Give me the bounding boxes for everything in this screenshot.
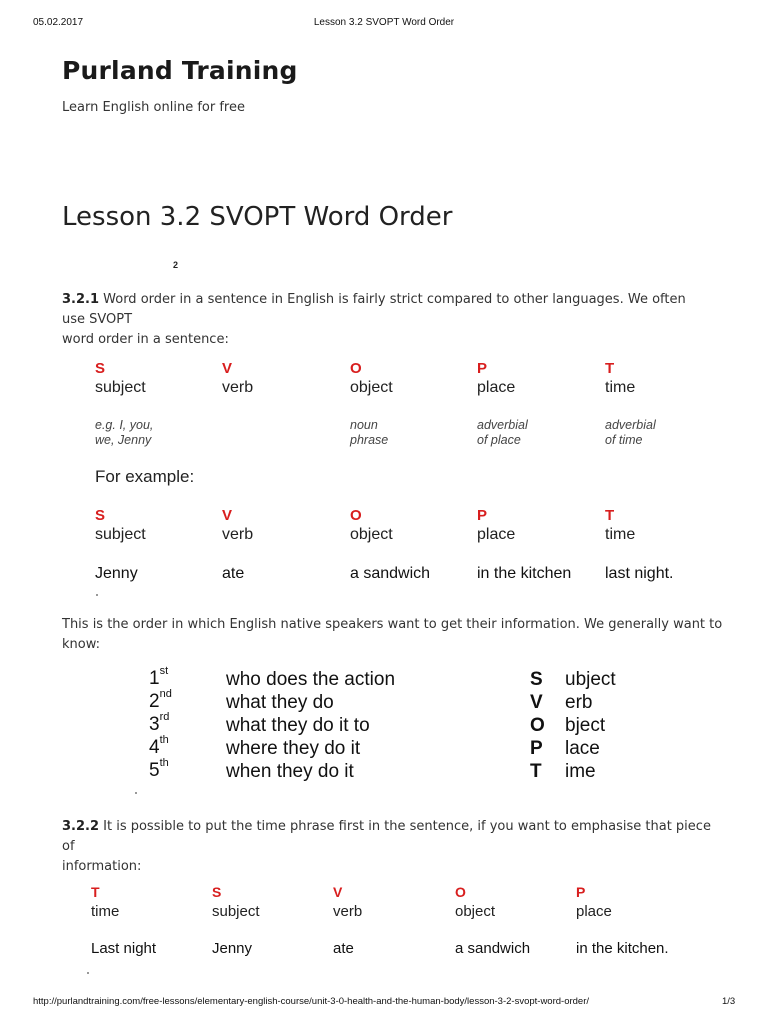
- order-action-1: who does the action: [226, 669, 396, 690]
- ord-suffix: st: [159, 665, 169, 677]
- ord-number: 3: [149, 714, 160, 735]
- table1-letter-p: P: [477, 360, 488, 377]
- order-action-5: when they do it: [226, 761, 354, 782]
- section-2-text-line1: It is possible to put the time phrase first in the sentence, if you want to emphasise that piece of: [62, 819, 711, 854]
- example-word-subject: subject: [95, 526, 146, 543]
- table2-letter-s: S: [212, 884, 222, 900]
- example-letter-p: P: [477, 507, 488, 524]
- order-action-3: what they do it to: [226, 715, 370, 736]
- example-value-object: a sandwich: [350, 565, 431, 582]
- example-letter-o: O: [350, 507, 362, 524]
- table1-letter-s: S: [95, 360, 106, 377]
- table2-value-object: a sandwich: [455, 940, 531, 957]
- small-number: 2: [173, 260, 179, 270]
- table2-value-time: Last night: [91, 940, 157, 957]
- ord-number: 1: [149, 668, 160, 689]
- table1-letter-t: T: [605, 360, 615, 377]
- section-1-text-line1: Word order in a sentence in English is fairly strict compared to other languages. We often use SVOPT: [62, 292, 686, 327]
- table2-letter-p: P: [576, 884, 586, 900]
- table2-word-place: place: [576, 903, 612, 920]
- example-word-verb: verb: [222, 526, 254, 543]
- order-letter-5: T: [530, 761, 542, 782]
- ord-number: 2: [149, 691, 160, 712]
- page-title: Lesson 3.2 SVOPT Word Order: [62, 202, 453, 232]
- section-1-paragraph: [62, 290, 712, 350]
- example-value-time: last night.: [605, 565, 674, 582]
- site-tagline: Learn English online for free: [62, 100, 245, 115]
- order-letter-2: V: [530, 692, 543, 713]
- order-rest-3: bject: [565, 715, 606, 736]
- table1-word-subject: subject: [95, 379, 146, 396]
- note-line: adverbial: [605, 418, 656, 432]
- order-num-3: [149, 711, 170, 736]
- table2-word-subject: subject: [212, 903, 260, 920]
- order-num-2: [149, 688, 172, 713]
- table1-note-subject: [95, 418, 153, 448]
- order-intro: This is the order in which English native speakers want to get their information. We generally want to know:: [62, 617, 723, 652]
- table2-letter-v: V: [333, 884, 343, 900]
- for-example-label: For example:: [95, 467, 195, 486]
- print-page-number: 1/3: [722, 996, 736, 1007]
- table1-word-verb: verb: [222, 379, 254, 396]
- section-2-paragraph: [62, 817, 712, 877]
- section-1-text-line2: word order in a sentence:: [62, 332, 229, 347]
- table2-word-verb: verb: [333, 903, 363, 920]
- order-letter-4: P: [530, 738, 543, 759]
- example-word-place: place: [477, 526, 516, 543]
- ord-suffix: th: [159, 757, 169, 769]
- example-letter-t: T: [605, 507, 615, 524]
- image-artifact: [96, 594, 98, 596]
- order-action-2: what they do: [226, 692, 334, 713]
- table1-word-place: place: [477, 379, 516, 396]
- example-value-place: in the kitchen: [477, 565, 572, 582]
- table1-letter-o: O: [350, 360, 362, 377]
- print-url[interactable]: http://purlandtraining.com/free-lessons/elementary-english-course/unit-3-0-health-and-the-human-body/lesson-3-2-svopt-word-order/: [33, 996, 590, 1007]
- section-1-label: 3.2.1: [62, 292, 100, 307]
- table2-word-object: object: [455, 903, 496, 920]
- print-doc-title: Lesson 3.2 SVOPT Word Order: [313, 17, 455, 28]
- ord-suffix: nd: [159, 688, 172, 700]
- order-num-5: [149, 757, 169, 782]
- order-rest-4: lace: [565, 738, 600, 759]
- print-date: 05.02.2017: [33, 17, 84, 28]
- table1-note-object: [350, 418, 388, 448]
- order-rest-2: erb: [565, 692, 593, 713]
- example-word-time: time: [605, 526, 636, 543]
- table1-letter-v: V: [222, 360, 233, 377]
- note-line: of time: [605, 433, 643, 447]
- image-artifact: [87, 972, 89, 974]
- site-title[interactable]: Purland Training: [62, 56, 298, 85]
- table1-word-object: object: [350, 379, 393, 396]
- order-num-4: [149, 734, 169, 759]
- order-letter-1: S: [530, 669, 543, 690]
- example-value-subject: Jenny: [95, 565, 138, 582]
- ord-number: 5: [149, 760, 160, 781]
- order-rest-5: ime: [565, 761, 596, 782]
- note-line: adverbial: [477, 418, 528, 432]
- example-letter-v: V: [222, 507, 233, 524]
- ord-number: 4: [149, 737, 160, 758]
- table2-word-time: time: [91, 903, 120, 920]
- example-value-verb: ate: [222, 565, 245, 582]
- section-2-label: 3.2.2: [62, 819, 100, 834]
- order-letter-3: O: [530, 715, 545, 736]
- table2-letter-t: T: [91, 884, 100, 900]
- note-line: of place: [477, 433, 521, 447]
- section-2-text-line2: information:: [62, 859, 142, 874]
- table2-value-verb: ate: [333, 940, 354, 957]
- note-line: e.g. I, you,: [95, 418, 154, 432]
- ord-suffix: rd: [159, 711, 170, 723]
- example-word-object: object: [350, 526, 393, 543]
- ord-suffix: th: [159, 734, 169, 746]
- order-rest-1: ubject: [565, 669, 616, 690]
- table1-note-time: [605, 418, 656, 448]
- table1-word-time: time: [605, 379, 636, 396]
- table2-letter-o: O: [455, 884, 466, 900]
- table2-value-place: in the kitchen.: [576, 940, 669, 957]
- note-line: noun: [350, 418, 378, 432]
- table1-note-place: [477, 418, 528, 448]
- example-letter-s: S: [95, 507, 106, 524]
- table2-value-subject: Jenny: [212, 940, 253, 957]
- note-line: we, Jenny: [95, 433, 152, 447]
- order-action-4: where they do it: [226, 738, 361, 759]
- image-artifact: [135, 792, 137, 794]
- order-num-1: [149, 665, 169, 690]
- note-line: phrase: [350, 433, 389, 447]
